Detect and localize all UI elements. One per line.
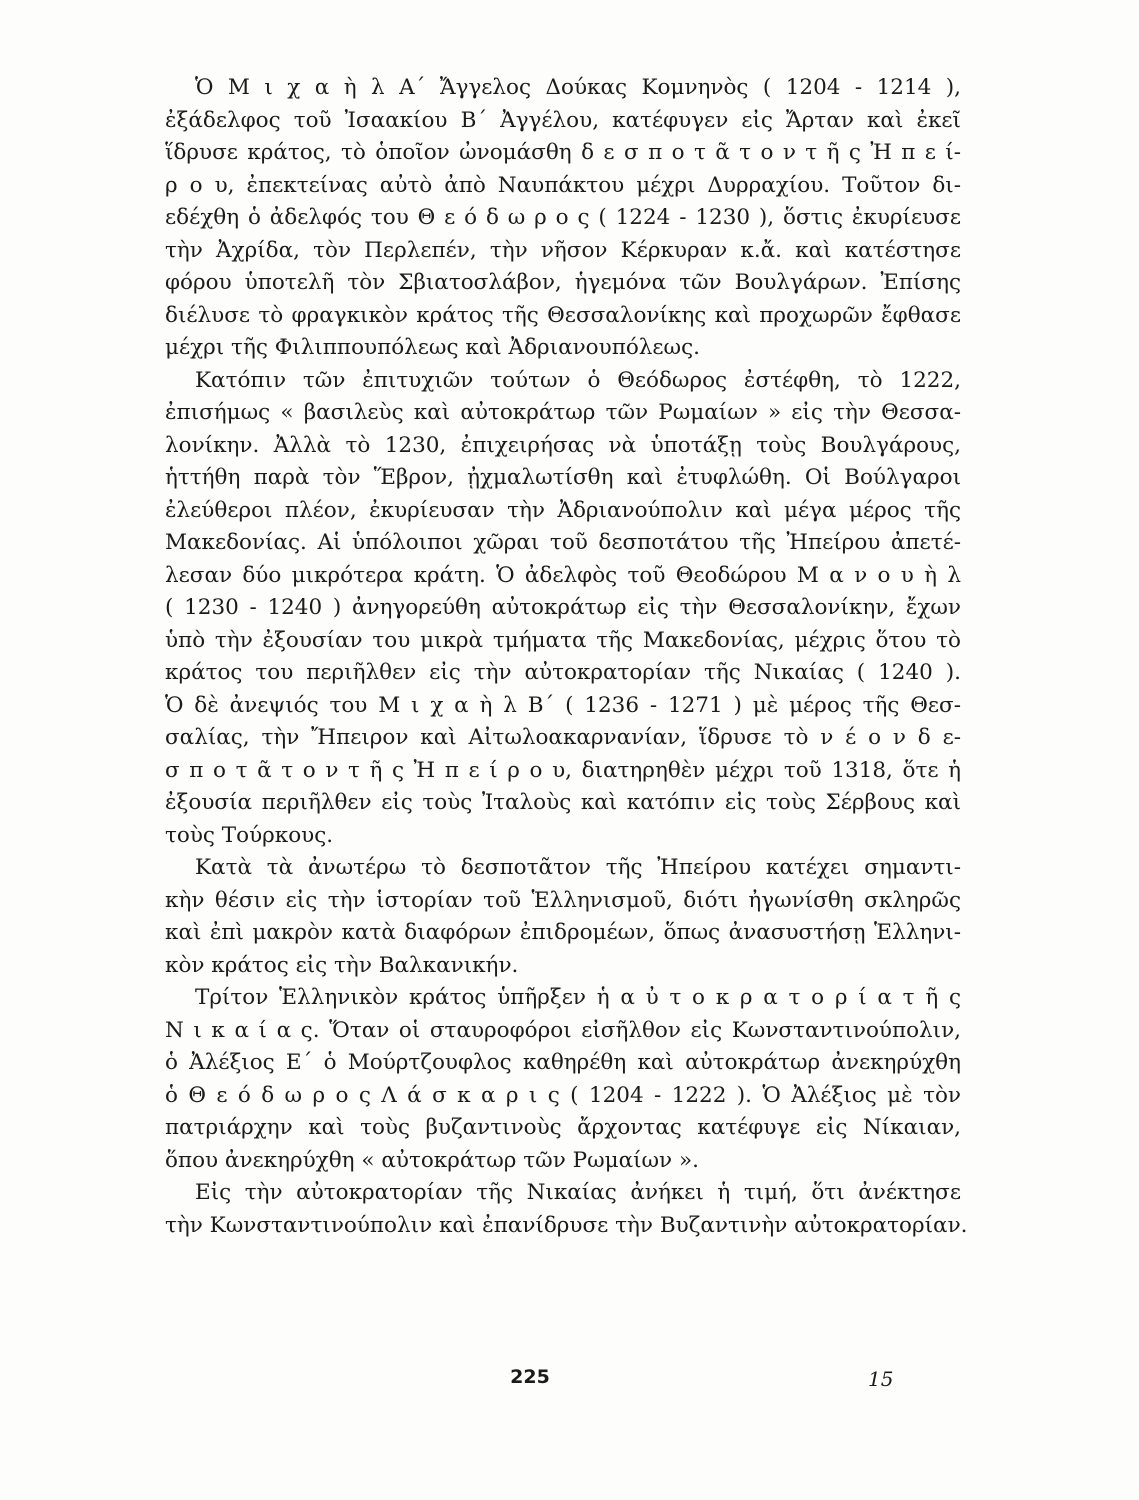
text-line: Ὁ Μ ι χ α ὴ λ Α΄ Ἄγγελος Δούκας Κομνηνὸς ( 1204 - 1214 ), <box>195 75 961 100</box>
text-line: ὁ Ἀλέξιος Ε΄ ὁ Μούρτζουφλος καθηρέθη καὶ αὐτοκράτωρ ἀνεκηρύχθη <box>165 1050 961 1075</box>
text-line: Ὁ δὲ ἀνεψιός του Μ ι χ α ὴ λ Β΄ ( 1236 - 1271 ) μὲ μέρος τῆς Θεσ- <box>165 692 961 718</box>
text-line: ἵδρυσε κράτος, τὸ ὁποῖον ὠνομάσθη δ ε σ π ο τ ᾶ τ ο ν τ ῆ ς Ἠ π ε ί- <box>165 140 961 165</box>
text-line: ( 1230 - 1240 ) ἀνηγορεύθη αὐτοκράτωρ εἰς τὴν Θεσσαλονίκην, ἔχων <box>165 595 961 620</box>
text-line: καὶ ἐπὶ μακρὸν κατὰ διαφόρων ἐπιδρομέων, ὅπως ἀνασυστήσῃ Ἑλληνι- <box>165 920 961 945</box>
text-line: ὅπου ἀνεκηρύχθη « αὐτοκράτωρ τῶν Ρωμαίων ». <box>165 1147 699 1173</box>
text-line: Κατόπιν τῶν ἐπιτυχιῶν τούτων ὁ Θεόδωρος ἐστέφθη, τὸ 1222, <box>195 367 961 393</box>
body-text <box>165 72 968 1242</box>
text-line: λεσαν δύο μικρότερα κράτη. Ὁ ἀδελφὸς τοῦ Θεοδώρου Μ α ν ο υ ὴ λ <box>165 562 961 588</box>
text-line: σαλίας, τὴν Ἤπειρον καὶ Αἰτωλοακαρνανίαν, ἵδρυσε τὸ ν έ ο ν δ ε- <box>165 725 961 750</box>
text-line: ἐλεύθεροι πλέον, ἐκυρίευσαν τὴν Ἀδριανούπολιν καὶ μέγα μέρος τῆς <box>165 497 961 523</box>
text-line: σ π ο τ ᾶ τ ο ν τ ῆ ς Ἠ π ε ί ρ ο υ, διατηρηθὲν μέχρι τοῦ 1318, ὅτε ἡ <box>165 757 961 783</box>
text-line: ἐξάδελφος τοῦ Ἰσαακίου Β΄ Ἀγγέλου, κατέφυγεν εἰς Ἄρταν καὶ ἐκεῖ <box>165 107 961 133</box>
text-line: Ν ι κ α ί α ς. Ὅταν οἱ σταυροφόροι εἰσῆλθον εἰς Κωνσταντινούπολιν, <box>165 1017 961 1043</box>
text-line: εδέχθη ὁ ἀδελφός του Θ ε ό δ ω ρ ο ς ( 1224 - 1230 ), ὅστις ἐκυρίευσε <box>165 205 961 230</box>
text-line: κράτος του περιῆλθεν εἰς τὴν αὐτοκρατορίαν τῆς Νικαίας ( 1240 ). <box>165 660 961 685</box>
text-line: Τρίτον Ἑλληνικὸν κράτος ὑπῆρξεν ἡ α ὐ τ ο κ ρ α τ ο ρ ί α τ ῆ ς <box>195 985 961 1010</box>
text-line: τοὺς Τούρκους. <box>165 822 334 848</box>
text-line: τὴν Ἀχρίδα, τὸν Περλεπέν, τὴν νῆσον Κέρκυραν κ.ἄ. καὶ κατέστησε <box>165 237 961 263</box>
text-line: τὴν Κωνσταντινούπολιν καὶ ἐπανίδρυσε τὴν Βυζαντινὴν αὐτοκρατορίαν. <box>165 1212 968 1238</box>
text-line: φόρου ὑποτελῆ τὸν Σβιατοσλάβον, ἡγεμόνα τῶν Βουλγάρων. Ἐπίσης <box>165 270 961 295</box>
page-number: 225 <box>510 1366 550 1388</box>
text-line: Κατὰ τὰ ἀνωτέρω τὸ δεσποτᾶτον τῆς Ἠπείρου κατέχει σημαντι- <box>195 855 961 880</box>
text-line: ὑπὸ τὴν ἐξουσίαν του μικρὰ τμήματα τῆς Μακεδονίας, μέχρις ὅτου τὸ <box>165 627 961 653</box>
text-line: ὁ Θ ε ό δ ω ρ ο ς Λ ά σ κ α ρ ι ς ( 1204 - 1222 ). Ὁ Ἀλέξιος μὲ τὸν <box>165 1082 961 1108</box>
text-line: πατριάρχην καὶ τοὺς βυζαντινοὺς ἄρχοντας κατέφυγε εἰς Νίκαιαν, <box>165 1115 961 1140</box>
text-line: ρ ο υ, ἐπεκτείνας αὐτὸ ἀπὸ Ναυπάκτου μέχρι Δυρραχίου. Τοῦτον δι- <box>165 172 961 198</box>
text-line: Εἰς τὴν αὐτοκρατορίαν τῆς Νικαίας ἀνήκει ἡ τιμή, ὅτι ἀνέκτησε <box>195 1180 961 1205</box>
text-line: ἐξουσία περιῆλθεν εἰς τοὺς Ἰταλοὺς καὶ κατόπιν εἰς τοὺς Σέρβους καὶ <box>165 790 961 815</box>
text-line: Μακεδονίας. Αἱ ὑπόλοιποι χῶραι τοῦ δεσποτάτου τῆς Ἠπείρου ἀπετέ- <box>165 530 961 555</box>
text-line: διέλυσε τὸ φραγκικὸν κράτος τῆς Θεσσαλονίκης καὶ προχωρῶν ἔφθασε <box>165 302 961 328</box>
text-line: κὴν θέσιν εἰς τὴν ἱστορίαν τοῦ Ἑλληνισμοῦ, διότι ἠγωνίσθη σκληρῶς <box>165 887 961 913</box>
text-line: μέχρι τῆς Φιλιππουπόλεως καὶ Ἀδριανουπόλεως. <box>165 335 700 360</box>
text-line: λονίκην. Ἀλλὰ τὸ 1230, ἐπιχειρήσας νὰ ὑποτάξῃ τοὺς Βουλγάρους, <box>165 432 961 458</box>
text-line: ἐπισήμως « βασιλεὺς καὶ αὐτοκράτωρ τῶν Ρωμαίων » εἰς τὴν Θεσσα- <box>165 400 961 425</box>
signature-mark: 15 <box>868 1367 894 1391</box>
text-line: κὸν κράτος εἰς τὴν Βαλκανικήν. <box>165 952 519 978</box>
text-line: ἡττήθη παρὰ τὸν Ἕβρον, ᾐχμαλωτίσθη καὶ ἐτυφλώθη. Οἱ Βούλγαροι <box>165 465 961 490</box>
